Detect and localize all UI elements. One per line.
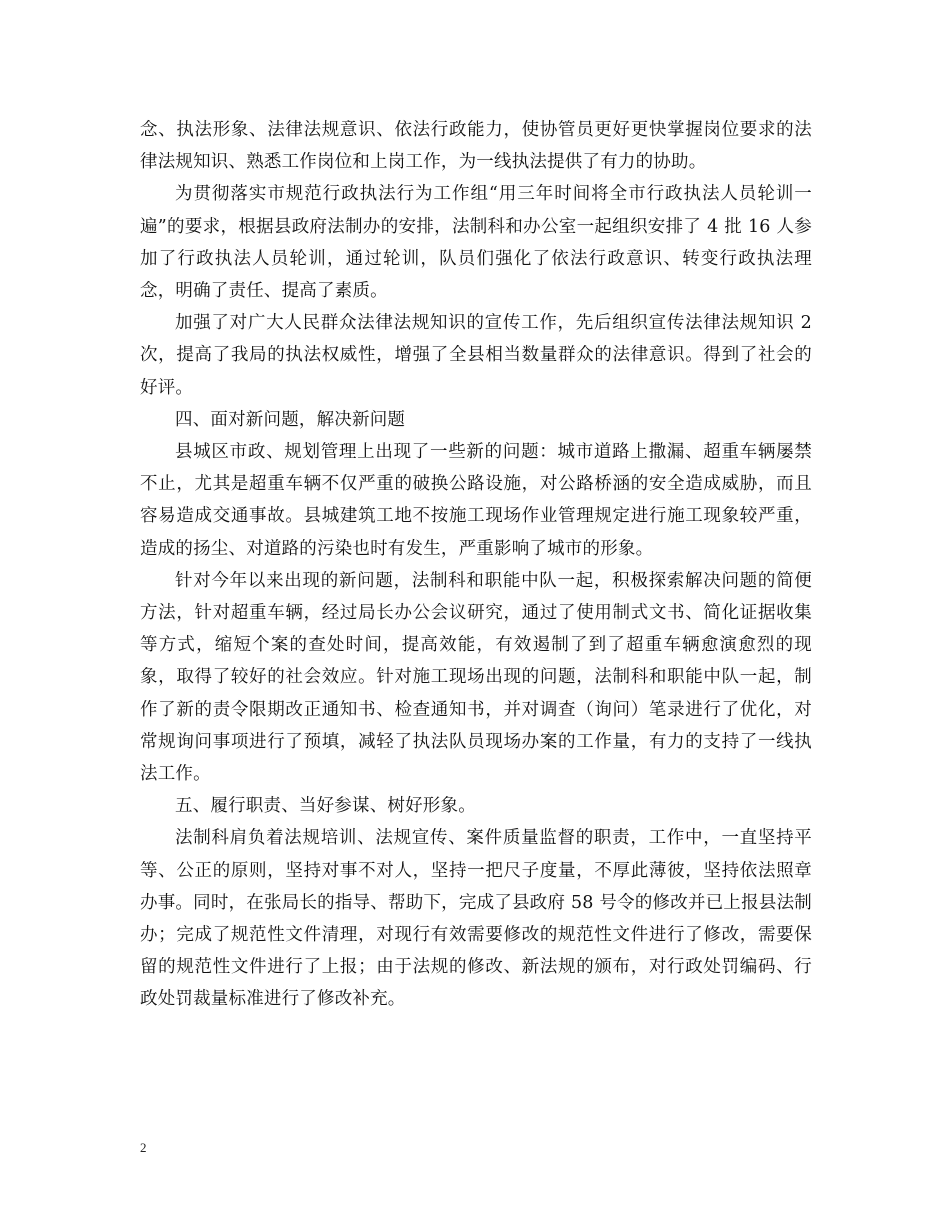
section-heading-5: 五、履行职责、当好参谋、树好形象。 <box>175 796 476 817</box>
paragraph-training: 为贯彻落实市规范行政执法行为工作组“用三年时间将全市行政执法人员轮训一遍”的要求，根据县政府法制办的安排，法制科和办公室一起组织安排了 4 批 16 人参加了行政执法人员轮训，通过轮训，队员们强化了依法行政意识、转变行政执法理念，明确了责任、提高了素质。 <box>140 184 812 302</box>
paragraph-new-problems: 县城区市政、规划管理上出现了一些新的问题：城市道路上撒漏、超重车辆屡禁不止，尤其是超重车辆不仅严重的破换公路设施，对公路桥涵的安全造成威胁，而且容易造成交通事故。县城建筑工地不按施工现场作业管理规定进行施工现象较严重，造成的扬尘、对道路的污染也时有发生，严重影响了城市的形象。 <box>140 442 812 559</box>
document-body <box>140 114 812 1016</box>
section-heading-4: 四、面对新问题，解决新问题 <box>175 409 406 430</box>
page-number: 2 <box>140 1140 147 1155</box>
paragraph-continuation: 念、执法形象、法律法规意识、依法行政能力，使协管员更好更快掌握岗位要求的法律法规知识、熟悉工作岗位和上岗工作，为一线执法提供了有力的协助。 <box>140 120 812 173</box>
paragraph-solutions: 针对今年以来出现的新问题，法制科和职能中队一起，积极探索解决问题的简便方法，针对超重车辆，经过局长办公会议研究，通过了使用制式文书、简化证据收集等方式，缩短个案的查处时间，提高效能，有效遏制了到了超重车辆愈演愈烈的现象，取得了较好的社会效应。针对施工现场出现的问题，法制科和职能中队一起，制作了新的责令限期改正通知书、检查通知书，并对调查（询问）笔录进行了优化，对常规询问事项进行了预填，减轻了执法队员现场办案的工作量，有力的支持了一线执法工作。 <box>140 570 812 785</box>
paragraph-duties: 法制科肩负着法规培训、法规宣传、案件质量监督的职责，工作中，一直坚持平等、公正的原则，坚持对事不对人，坚持一把尺子度量，不厚此薄彼，坚持依法照章办事。同时，在张局长的指导、帮助下，完成了县政府 58 号令的修改并已上报县法制办；完成了规范性文件清理，对现行有效需要修改的规范性文件进行了修改，需要保留的规范性文件进行了上报；由于法规的修改、新法规的颁布，对行政处罚编码、行政处罚裁量标准进行了修改补充。 <box>140 828 812 1010</box>
paragraph-publicity: 加强了对广大人民群众法律法规知识的宣传工作，先后组织宣传法律法规知识 2 次，提高了我局的执法权威性，增强了全县相当数量群众的法律意识。得到了社会的好评。 <box>140 313 812 398</box>
